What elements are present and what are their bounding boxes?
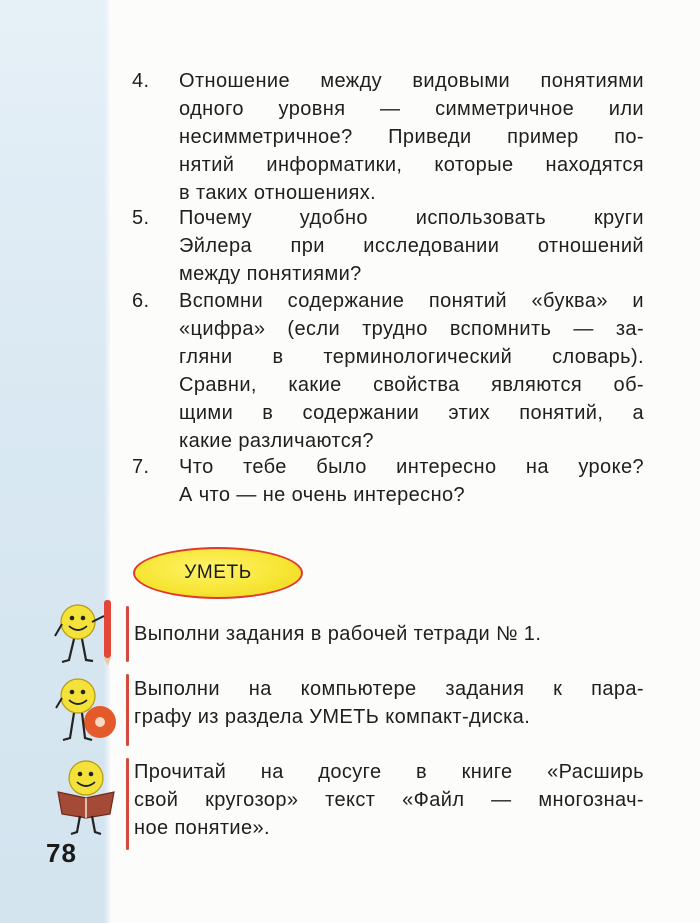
- question-number: 7.: [132, 456, 150, 478]
- activity-line: Выполни на компьютере задания к пара-: [134, 678, 644, 700]
- page-number: 78: [46, 838, 77, 868]
- activity-3: [134, 758, 644, 842]
- question-line: Сравни, какие свойства являются об-: [179, 374, 644, 396]
- question-line: Почему удобно использовать круги: [179, 207, 644, 229]
- smiley-pencil-icon: [52, 598, 124, 673]
- question-line: нятий информатики, которые находятся: [179, 154, 644, 176]
- activity-1: [134, 620, 644, 648]
- activity-line: Выполни задания в рабочей тетради № 1.: [134, 623, 542, 645]
- question-line: какие различаются?: [179, 430, 374, 452]
- question-line: Вспомни содержание понятий «буква» и: [179, 290, 644, 312]
- question-number: 6.: [132, 290, 150, 312]
- question-line: щими в содержании этих понятий, а: [179, 402, 644, 424]
- question-7: [132, 453, 644, 509]
- smiley-book-icon: [52, 758, 124, 843]
- question-4: [132, 67, 644, 207]
- section-label: УМЕТЬ: [184, 562, 252, 583]
- activity-2: [134, 675, 644, 731]
- question-5: [132, 204, 644, 288]
- activity-rule: [126, 606, 129, 662]
- smiley-disc-icon: [52, 674, 124, 753]
- activity-line: ное понятие».: [134, 817, 271, 839]
- activity-line: свой кругозор» текст «Файл — многознач-: [134, 789, 644, 811]
- question-number: 5.: [132, 207, 150, 229]
- activity-rule: [126, 674, 129, 746]
- question-number: 4.: [132, 70, 150, 92]
- question-line: одного уровня — симметричное или: [179, 98, 644, 120]
- question-line: гляни в терминологический словарь).: [179, 346, 644, 368]
- question-line: «цифра» (если трудно вспомнить — за-: [179, 318, 644, 340]
- question-line: Отношение между видовыми понятиями: [179, 70, 644, 92]
- question-line: А что — не очень интересно?: [179, 484, 466, 506]
- activity-rule: [126, 758, 129, 850]
- question-line: между понятиями?: [179, 263, 362, 285]
- question-line: несимметричное? Приведи пример по-: [179, 126, 644, 148]
- question-line: Эйлера при исследовании отношений: [179, 235, 644, 257]
- activity-line: Прочитай на досуге в книге «Расширь: [134, 761, 644, 783]
- activity-line: графу из раздела УМЕТЬ компакт-диска.: [134, 706, 531, 728]
- question-line: в таких отношениях.: [179, 182, 377, 204]
- question-line: Что тебе было интересно на уроке?: [179, 456, 644, 478]
- section-label-pill: [133, 547, 303, 599]
- question-6: [132, 287, 644, 455]
